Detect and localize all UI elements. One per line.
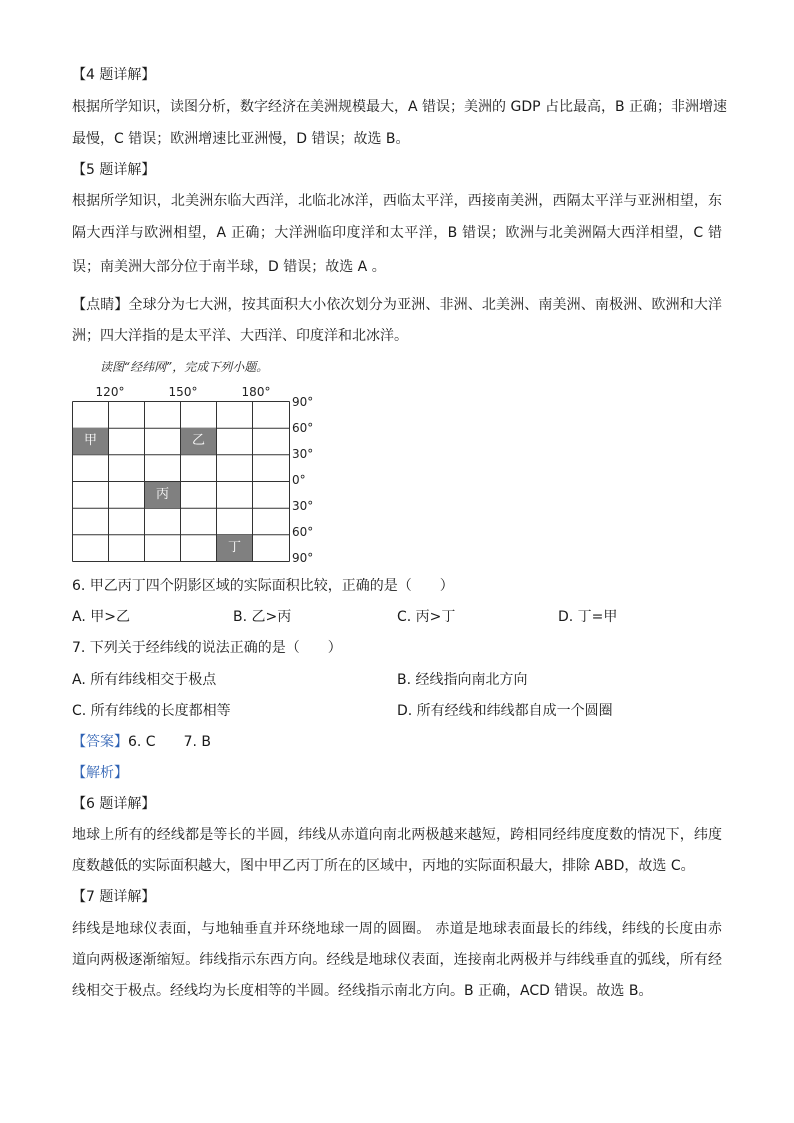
q4-line-2: 最慢，C 错误；欧洲增速比亚洲慢，D 错误；故选 B。: [72, 131, 410, 147]
graticule-grid: [72, 401, 291, 563]
longitude-label-150: 150°: [168, 385, 198, 399]
answer-text: 6. C 7. B: [128, 734, 211, 750]
tip-line-2: 洲；四大洋指的是太平洋、大西洋、印度洋和北冰洋。: [72, 328, 408, 344]
q5-heading: 【5 题详解】: [72, 162, 156, 178]
q6-option-d: D. 丁=甲: [558, 609, 618, 625]
figure-caption: 读图“经纬网”，完成下列小题。: [100, 360, 269, 374]
q4-heading: 【4 题详解】: [72, 67, 156, 83]
q7-option-b: B. 经线指向南北方向: [397, 672, 528, 688]
q7-option-d: D. 所有经线和纬线都自成一个圆圈: [397, 703, 613, 719]
q6-detail-heading: 【6 题详解】: [72, 796, 156, 812]
latitude-label-90n: 90°: [292, 395, 314, 409]
analysis-label: 【解析】: [72, 765, 128, 781]
shaded-cell-jia: 甲: [73, 428, 108, 454]
latitude-label-30s: 30°: [292, 499, 314, 513]
q7-option-a: A. 所有纬线相交于极点: [72, 672, 217, 688]
shaded-cell-yi: 乙: [181, 428, 216, 454]
q5-line-3: 误；南美洲大部分位于南半球，D 错误；故选 A 。: [72, 259, 386, 275]
latitude-label-60n: 60°: [292, 421, 314, 435]
q5-line-1: 根据所学知识，北美洲东临大西洋，北临北冰洋，西临太平洋，西接南美洲，西隔太平洋与亚洲相望，东: [72, 193, 722, 209]
q7-detail-line-2: 道向两极逐渐缩短。纬线指示东西方向。经线是地球仪表面，连接南北两极并与纬线垂直的弧线，所有经: [72, 952, 722, 968]
q6-option-a: A. 甲>乙: [72, 609, 130, 625]
q7-detail-heading: 【7 题详解】: [72, 889, 156, 905]
latitude-label-0: 0°: [292, 473, 306, 487]
q7-stem: 7. 下列关于经纬线的说法正确的是（ ）: [72, 640, 342, 656]
q6-detail-line-2: 度数越低的实际面积越大，图中甲乙丙丁所在的区域中，丙地的实际面积最大，排除 ABD，故选 C。: [72, 858, 695, 874]
latitude-label-60s: 60°: [292, 525, 314, 539]
longitude-label-180: 180°: [241, 385, 271, 399]
q6-stem: 6. 甲乙丙丁四个阴影区域的实际面积比较，正确的是（ ）: [72, 578, 454, 594]
longitude-label-120: 120°: [95, 385, 125, 399]
q6-option-c: C. 丙>丁: [397, 609, 456, 625]
q5-line-2: 隔大西洋与欧洲相望，A 正确；大洋洲临印度洋和太平洋，B 错误；欧洲与北美洲隔大西洋相望，C 错: [72, 225, 722, 241]
shaded-cell-ding: 丁: [217, 535, 252, 561]
answer-line: [72, 732, 722, 752]
latitude-label-30n: 30°: [292, 447, 314, 461]
q6-detail-line-1: 地球上所有的经线都是等长的半圆，纬线从赤道向南北两极越来越短，跨相同经纬度度数的情况下，纬度: [72, 827, 722, 843]
q6-option-b: B. 乙>丙: [233, 609, 292, 625]
q4-line-1: 根据所学知识，读图分析，数字经济在美洲规模最大，A 错误；美洲的 GDP 占比最高，B 正确；非洲增速: [72, 99, 728, 115]
tip-line-1: 【点睛】全球分为七大洲，按其面积大小依次划分为亚洲、非洲、北美洲、南美洲、南极洲、欧洲和大洋: [72, 297, 722, 313]
q7-option-c: C. 所有纬线的长度都相等: [72, 703, 231, 719]
shaded-cell-bing: 丙: [145, 482, 180, 508]
latitude-label-90s: 90°: [292, 551, 314, 565]
answer-label: 【答案】: [72, 734, 128, 750]
q7-detail-line-1: 纬线是地球仪表面，与地轴垂直并环绕地球一周的圆圈。 赤道是地球表面最长的纬线，纬线的长度由赤: [72, 921, 722, 937]
q7-detail-line-3: 线相交于极点。经线均为长度相等的半圆。经线指示南北方向。B 正确，ACD 错误。故选 B。: [72, 983, 653, 999]
